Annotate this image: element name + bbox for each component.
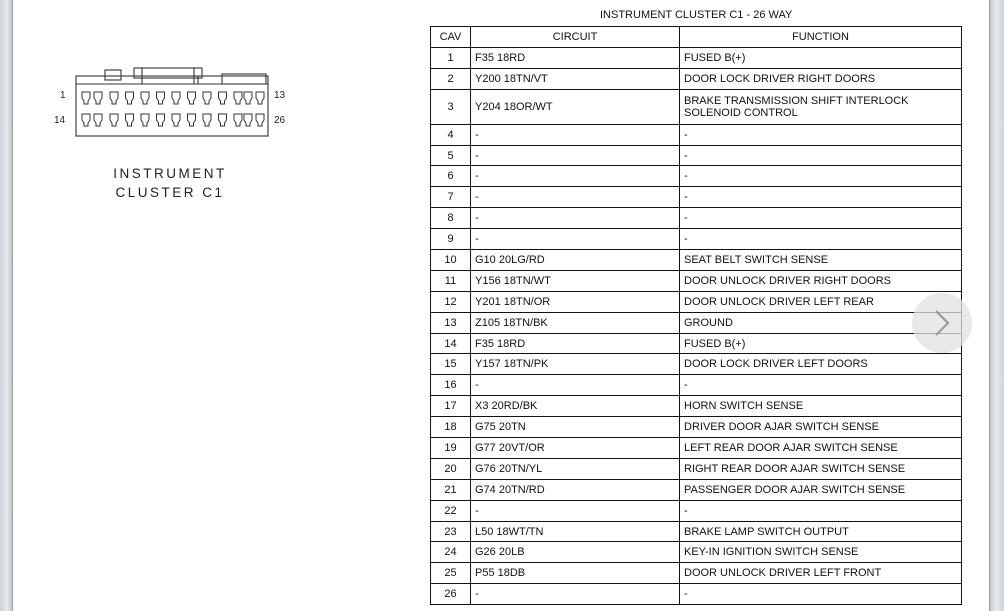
cell-function: -	[680, 229, 962, 250]
cell-cav: 23	[431, 521, 471, 542]
cell-circuit: Y157 18TN/PK	[471, 354, 680, 375]
cell-function: GROUND	[680, 312, 962, 333]
cell-cav: 14	[431, 333, 471, 354]
pin-cavity-24	[234, 114, 242, 126]
cell-function: DOOR UNLOCK DRIVER RIGHT DOORS	[680, 270, 962, 291]
cell-cav: 15	[431, 354, 471, 375]
cell-function: -	[680, 375, 962, 396]
pin-cavity-23	[219, 114, 227, 126]
pin-label-13: 13	[274, 90, 286, 101]
cell-cav: 12	[431, 291, 471, 312]
cell-cav: 26	[431, 584, 471, 605]
pin-cavity-17	[126, 114, 134, 126]
cell-function: KEY-IN IGNITION SWITCH SENSE	[680, 542, 962, 563]
cell-function: DOOR UNLOCK DRIVER LEFT REAR	[680, 291, 962, 312]
cell-cav: 5	[431, 145, 471, 166]
table-header-row	[431, 27, 962, 48]
cell-cav: 25	[431, 563, 471, 584]
cell-cav: 3	[431, 89, 471, 124]
pin-cavity-1	[82, 92, 90, 104]
table-row	[431, 89, 962, 124]
connector-caption	[100, 164, 240, 202]
cell-function: -	[680, 124, 962, 145]
pin-cavity-21	[188, 114, 196, 126]
cell-cav: 24	[431, 542, 471, 563]
header-circuit: CIRCUIT	[471, 27, 680, 48]
cell-function: HORN SWITCH SENSE	[680, 396, 962, 417]
table-row	[431, 68, 962, 89]
cell-circuit: -	[471, 229, 680, 250]
cell-circuit: Y204 18OR/WT	[471, 89, 680, 124]
cell-circuit: Y200 18TN/VT	[471, 68, 680, 89]
cell-cav: 10	[431, 250, 471, 271]
pin-cavity-11	[234, 92, 242, 104]
cell-function: FUSED B(+)	[680, 47, 962, 68]
pin-cavity-3	[110, 92, 118, 104]
cell-cav: 19	[431, 438, 471, 459]
cell-function: LEFT REAR DOOR AJAR SWITCH SENSE	[680, 438, 962, 459]
pin-cavity-8	[188, 92, 196, 104]
cell-circuit: -	[471, 166, 680, 187]
table-row	[431, 250, 962, 271]
cell-function: SEAT BELT SWITCH SENSE	[680, 250, 962, 271]
cell-function: -	[680, 187, 962, 208]
cell-cav: 22	[431, 500, 471, 521]
next-page-button[interactable]	[912, 293, 972, 353]
window-left-edge	[0, 0, 13, 611]
pin-cavity-18	[141, 114, 149, 126]
pin-cavity-25	[244, 114, 252, 126]
table-row	[431, 417, 962, 438]
cell-cav: 1	[431, 47, 471, 68]
table-row	[431, 521, 962, 542]
cell-circuit: -	[471, 375, 680, 396]
pinout-table	[430, 26, 962, 605]
cell-circuit: -	[471, 584, 680, 605]
cell-cav: 9	[431, 229, 471, 250]
cell-function: -	[680, 208, 962, 229]
cell-circuit: Y201 18TN/OR	[471, 291, 680, 312]
cell-function: DOOR LOCK DRIVER RIGHT DOORS	[680, 68, 962, 89]
cell-function: -	[680, 166, 962, 187]
table-row	[431, 458, 962, 479]
cell-function: RIGHT REAR DOOR AJAR SWITCH SENSE	[680, 458, 962, 479]
cell-circuit: G74 20TN/RD	[471, 479, 680, 500]
table-row	[431, 187, 962, 208]
table-title: INSTRUMENT CLUSTER C1 - 26 WAY	[600, 9, 793, 21]
cell-circuit: G10 20LG/RD	[471, 250, 680, 271]
cell-function: DOOR LOCK DRIVER LEFT DOORS	[680, 354, 962, 375]
pin-cavity-12	[244, 92, 252, 104]
pin-cavity-20	[172, 114, 180, 126]
cell-circuit: F35 18RD	[471, 333, 680, 354]
pin-cavity-14	[82, 114, 90, 126]
cell-function: BRAKE TRANSMISSION SHIFT INTERLOCK SOLENOID CONTROL	[680, 89, 962, 124]
pin-cavity-13	[256, 92, 264, 104]
table-row	[431, 333, 962, 354]
table-row	[431, 354, 962, 375]
pin-cavity-2	[94, 92, 102, 104]
pin-cavity-6	[157, 92, 165, 104]
table-row	[431, 291, 962, 312]
cell-cav: 13	[431, 312, 471, 333]
pin-cavity-7	[172, 92, 180, 104]
cell-cav: 8	[431, 208, 471, 229]
table-row	[431, 229, 962, 250]
cell-function: -	[680, 584, 962, 605]
cell-function: BRAKE LAMP SWITCH OUTPUT	[680, 521, 962, 542]
cell-circuit: F35 18RD	[471, 47, 680, 68]
window-right-edge	[989, 0, 1004, 611]
pin-cavity-10	[219, 92, 227, 104]
cell-circuit: -	[471, 208, 680, 229]
cell-cav: 17	[431, 396, 471, 417]
table-row	[431, 479, 962, 500]
cell-circuit: G26 20LB	[471, 542, 680, 563]
pin-cavity-9	[203, 92, 211, 104]
cell-circuit: -	[471, 124, 680, 145]
table-row	[431, 542, 962, 563]
table-row	[431, 500, 962, 521]
cell-cav: 16	[431, 375, 471, 396]
cell-circuit: -	[471, 187, 680, 208]
pin-cavity-15	[94, 114, 102, 126]
cell-function: DRIVER DOOR AJAR SWITCH SENSE	[680, 417, 962, 438]
table-row	[431, 270, 962, 291]
cell-circuit: X3 20RD/BK	[471, 396, 680, 417]
table-row	[431, 166, 962, 187]
cell-circuit: G76 20TN/YL	[471, 458, 680, 479]
table-row	[431, 208, 962, 229]
table-row	[431, 396, 962, 417]
cell-function: -	[680, 145, 962, 166]
pin-label-26: 26	[274, 115, 286, 126]
cell-function: PASSENGER DOOR AJAR SWITCH SENSE	[680, 479, 962, 500]
cell-cav: 20	[431, 458, 471, 479]
pin-cavity-4	[126, 92, 134, 104]
pin-cavity-19	[157, 114, 165, 126]
cell-function: FUSED B(+)	[680, 333, 962, 354]
cell-circuit: -	[471, 145, 680, 166]
table-row	[431, 584, 962, 605]
cell-circuit: -	[471, 500, 680, 521]
cell-cav: 2	[431, 68, 471, 89]
cell-circuit: P55 18DB	[471, 563, 680, 584]
table-row	[431, 563, 962, 584]
table-row	[431, 375, 962, 396]
connector-caption-line1: INSTRUMENT	[113, 166, 227, 181]
pin-cavity-16	[110, 114, 118, 126]
pin-label-14: 14	[54, 115, 66, 126]
cell-cav: 18	[431, 417, 471, 438]
pin-cavity-5	[141, 92, 149, 104]
header-cav: CAV	[431, 27, 471, 48]
cell-cav: 4	[431, 124, 471, 145]
table-row	[431, 312, 962, 333]
cell-cav: 6	[431, 166, 471, 187]
table-row	[431, 47, 962, 68]
cell-circuit: G75 20TN	[471, 417, 680, 438]
chevron-right-icon	[930, 308, 954, 338]
cell-function: -	[680, 500, 962, 521]
cell-function: DOOR UNLOCK DRIVER LEFT FRONT	[680, 563, 962, 584]
table-row	[431, 438, 962, 459]
table-row	[431, 124, 962, 145]
table-row	[431, 145, 962, 166]
cell-cav: 7	[431, 187, 471, 208]
connector-drawing	[48, 66, 308, 146]
cell-circuit: L50 18WT/TN	[471, 521, 680, 542]
connector-diagram	[48, 66, 308, 146]
pin-cavity-22	[203, 114, 211, 126]
cell-circuit: Y156 18TN/WT	[471, 270, 680, 291]
header-function: FUNCTION	[680, 27, 962, 48]
connector-caption-line2: CLUSTER C1	[115, 185, 225, 200]
cell-circuit: Z105 18TN/BK	[471, 312, 680, 333]
cell-cav: 21	[431, 479, 471, 500]
cell-circuit: G77 20VT/OR	[471, 438, 680, 459]
pin-label-1: 1	[60, 90, 66, 101]
cell-cav: 11	[431, 270, 471, 291]
pin-cavity-26	[256, 114, 264, 126]
